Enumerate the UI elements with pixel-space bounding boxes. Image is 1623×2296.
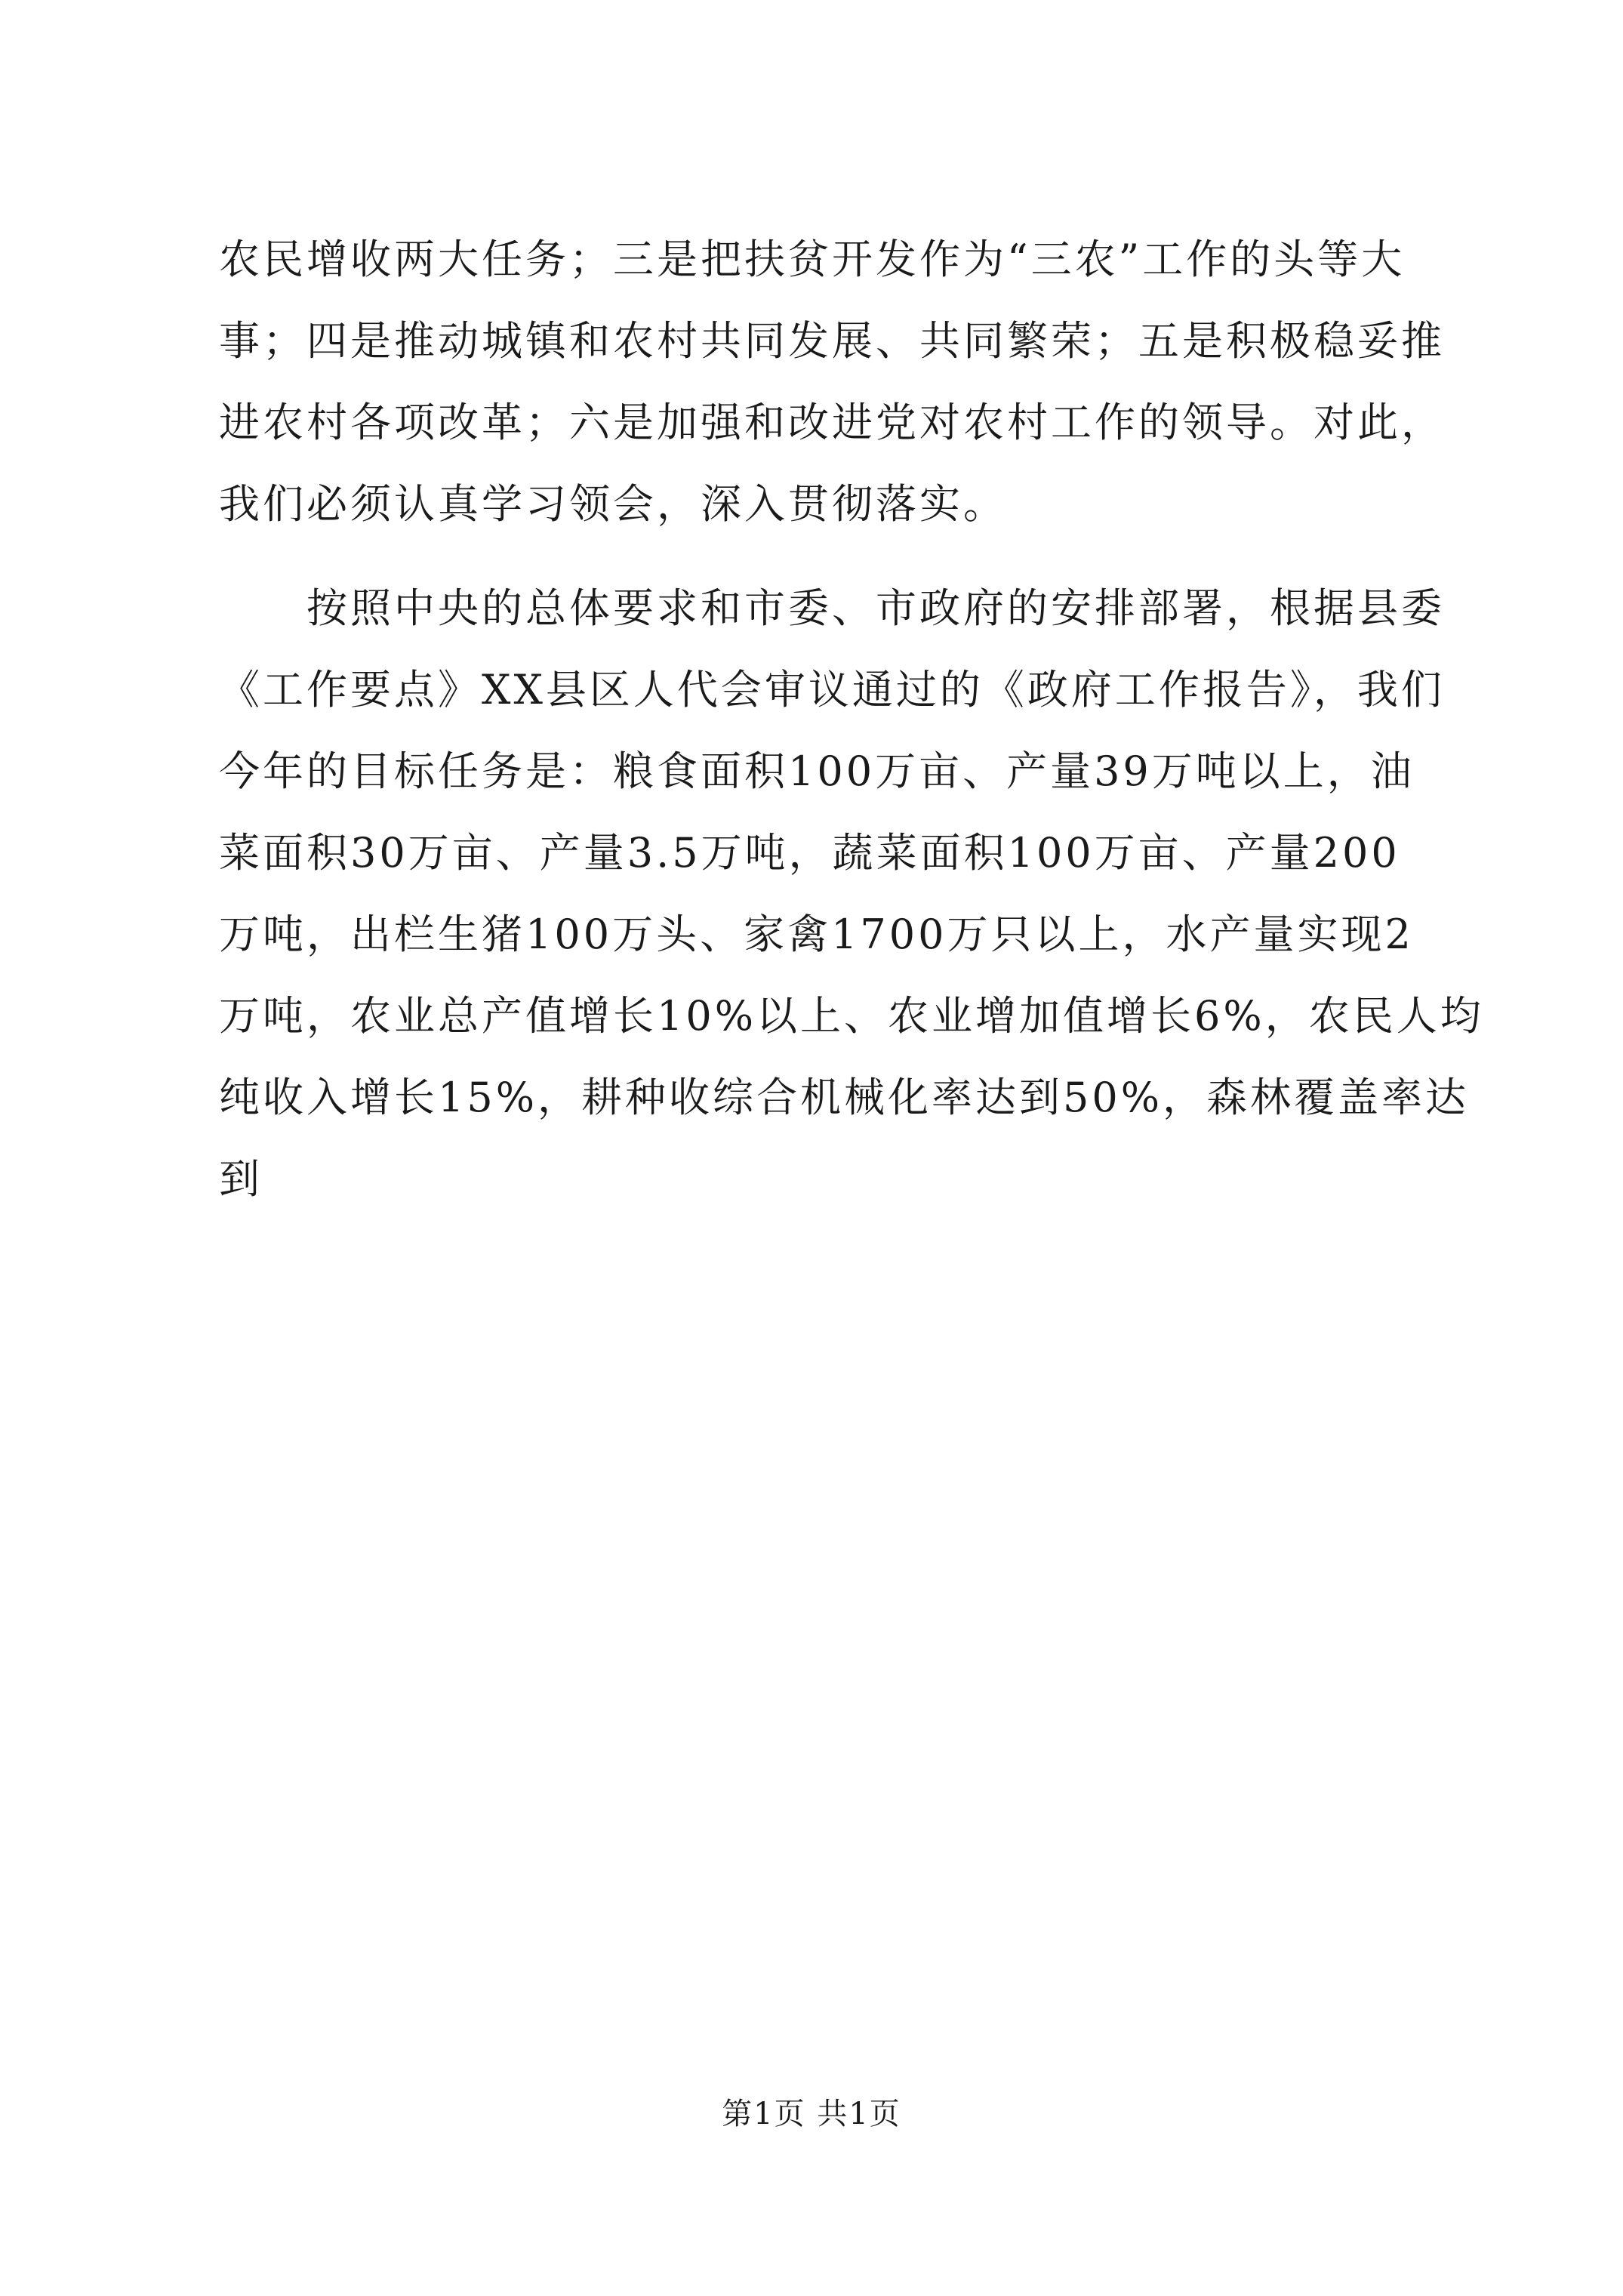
text-line: 今年的目标任务是：粮食面积100万亩、产量39万吨以上，油 <box>219 747 1415 795</box>
body-text <box>219 219 1484 1220</box>
text-line: 万吨，出栏生猪100万头、家禽1700万只以上，水产量实现2 <box>219 911 1414 958</box>
text-line: 按照中央的总体要求和市委、市政府的安排部署，根据县委 <box>219 584 1445 632</box>
page-footer: 第1页 共1页 <box>722 2097 901 2131</box>
text-line: 农民增收两大任务；三是把扶贫开发作为“三农”工作的头等大 <box>219 236 1406 283</box>
text-line: 到 <box>219 1155 263 1203</box>
text-line: 我们必须认真学习领会，深入贯彻落实。 <box>219 480 1007 528</box>
text-line: 纯收入增长15%，耕种收综合机械化率达到50%，森林覆盖率达 <box>219 1074 1470 1121</box>
text-line: 进农村各项改革；六是加强和改进党对农村工作的领导。对此， <box>219 399 1445 446</box>
text-line: 事；四是推动城镇和农村共同发展、共同繁荣；五是积极稳妥推 <box>219 317 1445 365</box>
paragraph-1 <box>219 219 1445 545</box>
text-line: 万吨，农业总产值增长10%以上、农业增加值增长6%，农民人均 <box>219 992 1484 1040</box>
text-line: 《工作要点》XX县区人代会审议通过的《政府工作报告》，我们 <box>219 666 1445 713</box>
paragraph-2 <box>219 568 1484 1220</box>
paragraph-spacer <box>219 545 1427 568</box>
text-line: 菜面积30万亩、产量3.5万吨，蔬菜面积100万亩、产量200 <box>219 829 1400 877</box>
